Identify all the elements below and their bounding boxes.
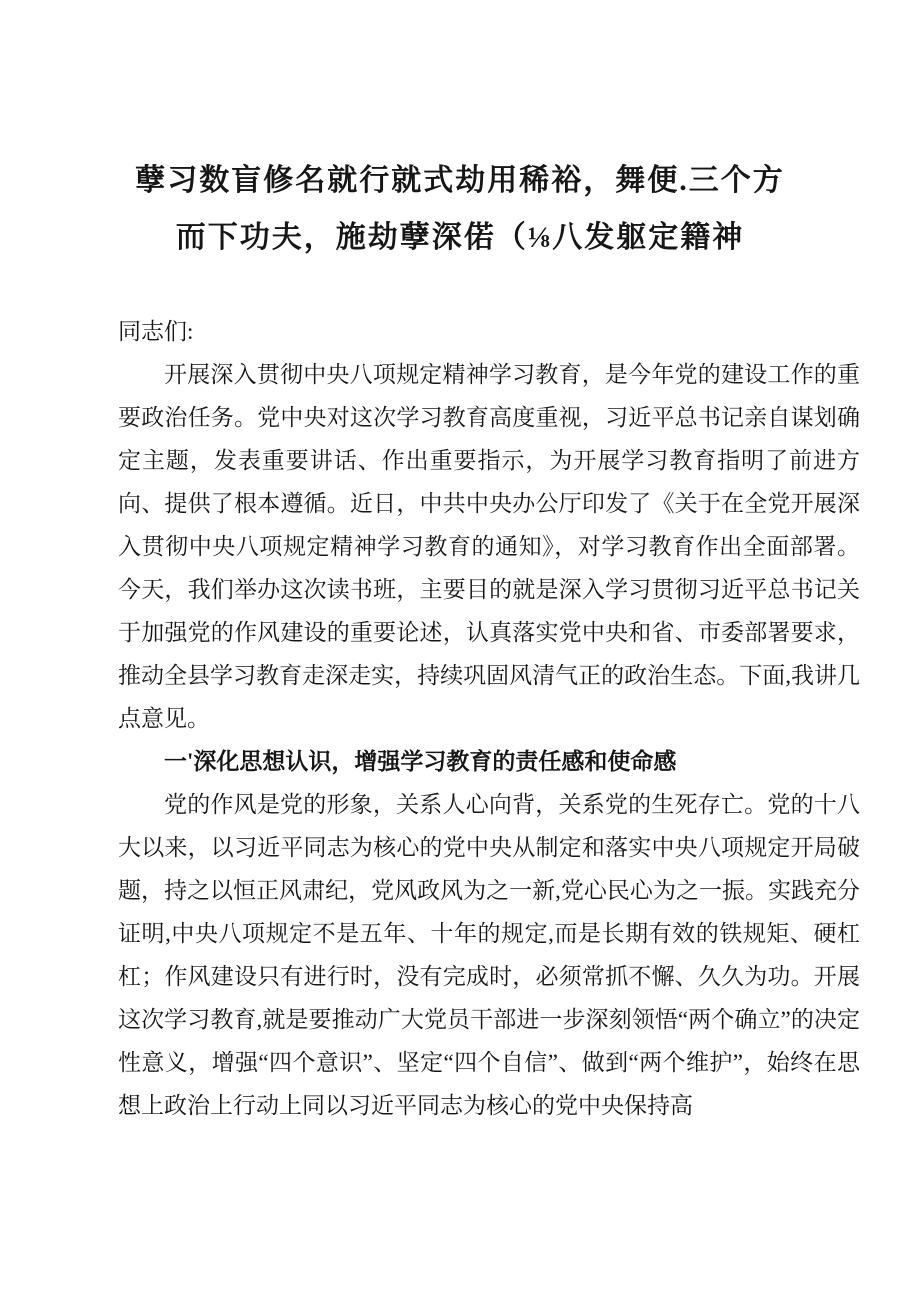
intro-paragraph: 开展深入贯彻中央八项规定精神学习教育，是今年党的建设工作的重要政治任务。党中央对这次学习教育高度重视，习近平总书记亲自谋划确定主题，发表重要讲话、作出重要指示，为开展学习教育指明了前进方向、提供了根本遵循。近日，中共中央办公厅印发了《关于在全党开展深入贯彻中央八项规定精神学习教育的通知》，对学习教育作出全面部署。今天，我们举办这次读书班，主要目的就是深入学习贯彻习近平总书记关于加强党的作风建设的重要论述，认真落实党中央和省、市委部署要求，推动全县学习教育走深走实，持续巩固风清气正的政治生态。下面,我讲几点意见。: [118, 362, 860, 731]
section-1-paragraph: 党的作风是党的形象，关系人心向背，关系党的生死存亡。党的十八大以来，以习近平同志为核心的党中央从制定和落实中央八项规定开局破题，持之以恒正风肃纪，党风政风为之一新,党心民心为之一振。实践充分证明,中央八项规定不是五年、十年的规定,而是长期有效的铁规矩、硬杠杠；作风建设只有进行时，没有完成时，必须常抓不懈、久久为功。开展这次学习教育,就是要推动广大党员干部进一步深刻领悟“两个确立”的决定性意义，增强“四个意识”、坚定“四个自信”、做到“两个维护”，始终在思想上政治上行动上同以习近平同志为核心的党中央保持高: [118, 792, 860, 1118]
document-title-line-1: 孽习数盲修名就行就式劫用稀裕，舞便.三个方: [135, 164, 785, 197]
document-body: [118, 310, 860, 1127]
document-title-line-2: 而下功夫，施劫孽深偌（⅛八发躯定籍神: [175, 221, 745, 254]
section-1-heading: 一'深化思想认识，增强学习教育的责任感和使命感: [164, 749, 677, 774]
document-title: [89, 152, 831, 266]
salutation: 同志们:: [118, 319, 194, 344]
